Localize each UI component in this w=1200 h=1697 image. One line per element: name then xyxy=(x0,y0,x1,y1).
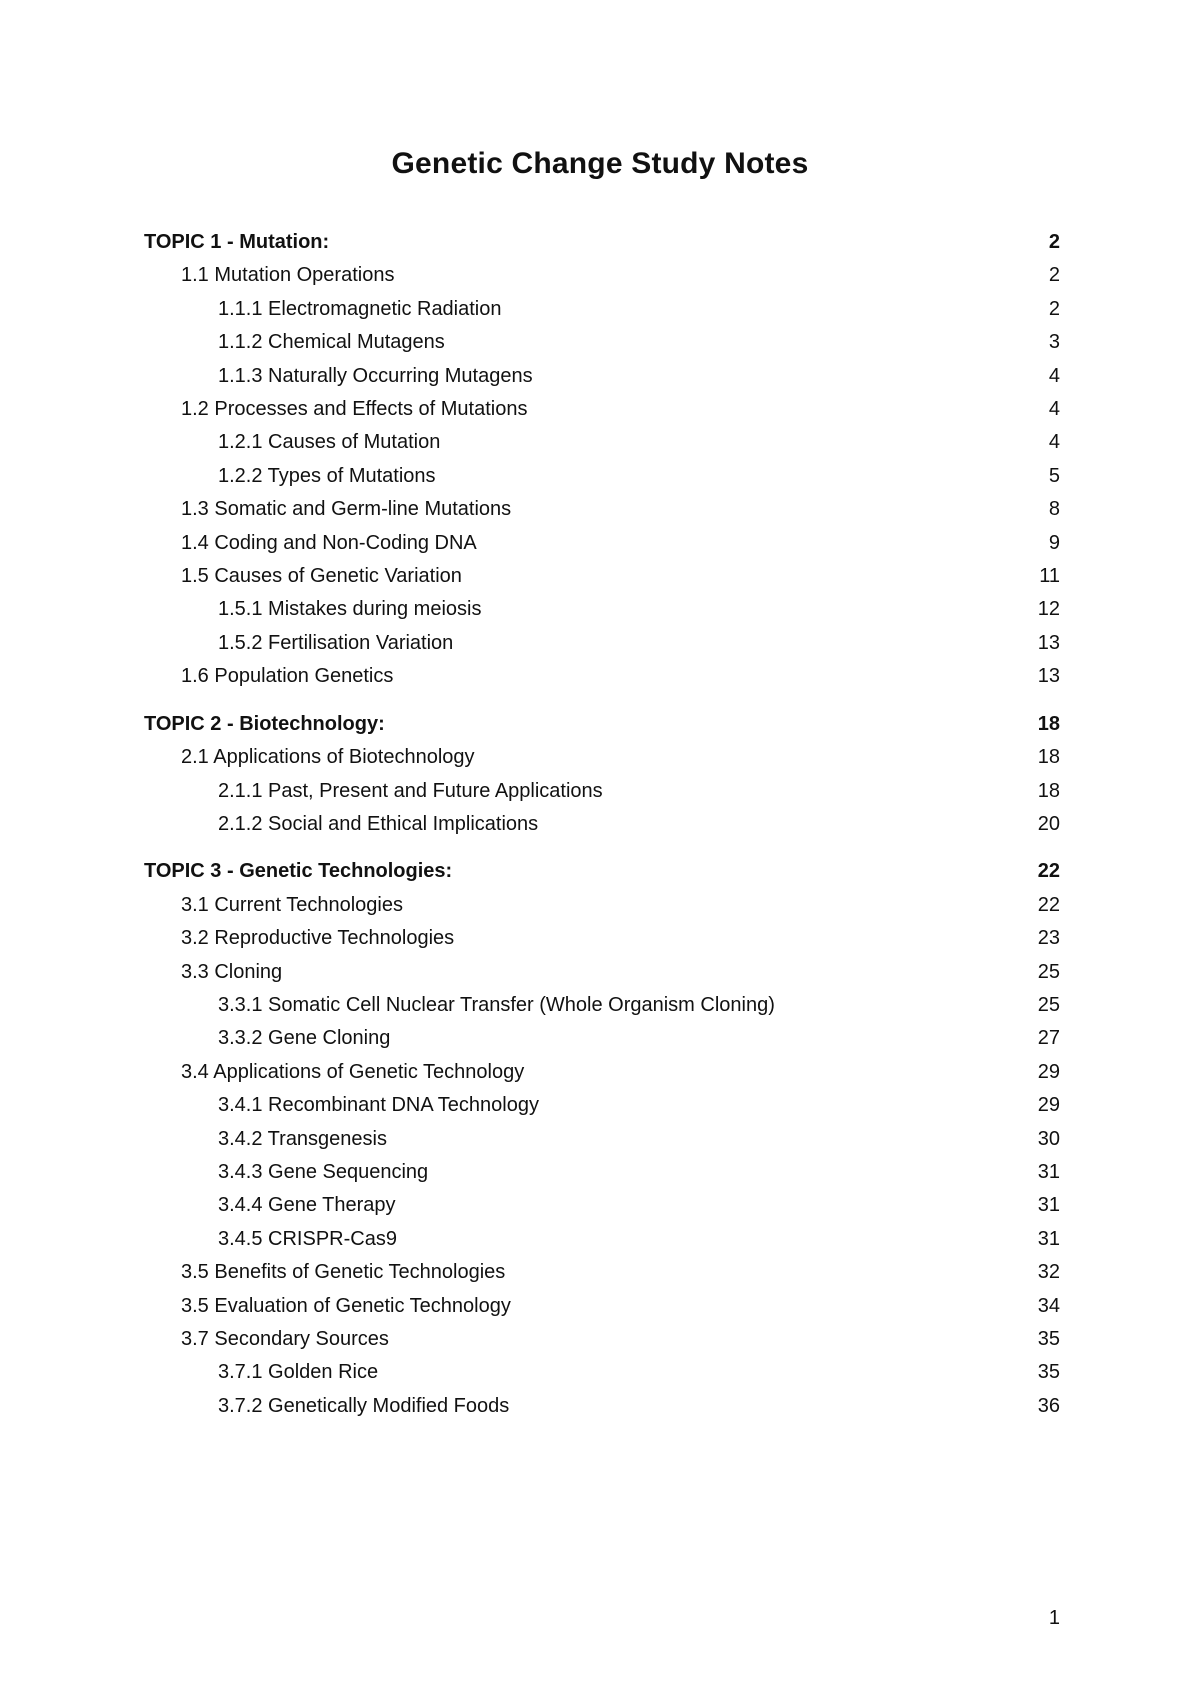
toc-entry-label: 2.1.1 Past, Present and Future Applications xyxy=(218,779,603,802)
toc-entry-label: 3.4.4 Gene Therapy xyxy=(218,1194,396,1217)
toc-section-entry[interactable] xyxy=(144,393,1060,426)
toc-entry-label: 3.2 Reproductive Technologies xyxy=(181,927,455,950)
toc-entry-page: 11 xyxy=(1039,565,1060,588)
toc-entry-page: 27 xyxy=(1037,1027,1060,1050)
toc-entry-page: 2 xyxy=(1048,264,1060,287)
toc-entry-page: 29 xyxy=(1037,1060,1060,1083)
toc-entry-page: 30 xyxy=(1037,1127,1060,1150)
toc-section-entry[interactable] xyxy=(144,493,1060,526)
toc-entry-page: 5 xyxy=(1048,464,1060,487)
toc-entry-page: 32 xyxy=(1037,1261,1060,1284)
toc-entry-label: TOPIC 2 - Biotechnology: xyxy=(144,712,385,735)
toc-entry-page: 18 xyxy=(1037,712,1060,735)
toc-entry-page: 31 xyxy=(1037,1227,1060,1250)
toc-entry-page: 23 xyxy=(1037,927,1060,950)
toc-subsection-entry[interactable] xyxy=(144,1189,1060,1222)
toc-entry-page: 20 xyxy=(1037,812,1060,835)
toc-entry-page: 13 xyxy=(1037,665,1060,688)
toc-entry-page: 31 xyxy=(1037,1160,1060,1183)
toc-entry-label: TOPIC 1 - Mutation: xyxy=(144,231,330,253)
toc-topic-heading[interactable] xyxy=(144,708,1060,741)
toc-section-entry[interactable] xyxy=(144,1056,1060,1089)
toc-section-entry[interactable] xyxy=(144,660,1060,693)
toc-entry-label: 3.7.1 Golden Rice xyxy=(218,1361,379,1384)
toc-entry-page: 9 xyxy=(1048,531,1060,554)
toc-subsection-entry[interactable] xyxy=(144,1223,1060,1256)
toc-topic-heading[interactable] xyxy=(144,855,1060,888)
toc-entry-label: 1.1.3 Naturally Occurring Mutagens xyxy=(218,364,533,387)
toc-entry-page: 4 xyxy=(1048,431,1060,454)
toc-subsection-entry[interactable] xyxy=(144,1356,1060,1389)
toc-entry-label: 3.7 Secondary Sources xyxy=(181,1328,389,1350)
toc-subsection-entry[interactable] xyxy=(144,593,1060,626)
toc-entry-label: 3.5 Evaluation of Genetic Technology xyxy=(181,1294,511,1317)
toc-entry-label: 3.4.1 Recombinant DNA Technology xyxy=(218,1094,539,1117)
toc-entry-label: 1.5 Causes of Genetic Variation xyxy=(181,565,462,588)
toc-subsection-entry[interactable] xyxy=(144,627,1060,660)
toc-entry-page: 36 xyxy=(1037,1394,1060,1417)
toc-section-entry[interactable] xyxy=(144,922,1060,955)
toc-subsection-entry[interactable] xyxy=(144,460,1060,493)
toc-entry-label: 1.2 Processes and Effects of Mutations xyxy=(181,398,528,421)
toc-entry-label: 3.3.2 Gene Cloning xyxy=(218,1027,391,1050)
toc-entry-label: 1.2.2 Types of Mutations xyxy=(218,464,436,487)
toc-entry-page: 12 xyxy=(1037,598,1060,621)
toc-subsection-entry[interactable] xyxy=(144,1156,1060,1189)
toc-subsection-entry[interactable] xyxy=(144,1022,1060,1055)
toc-entry-page: 13 xyxy=(1037,631,1060,654)
toc-entry-label: 3.7.2 Genetically Modified Foods xyxy=(218,1394,510,1417)
table-of-contents xyxy=(144,226,1060,1437)
toc-entry-label: 1.1 Mutation Operations xyxy=(181,264,395,287)
toc-entry-label: 3.3.1 Somatic Cell Nuclear Transfer (Whole Organism Cloning) xyxy=(218,993,775,1016)
toc-entry-page: 2 xyxy=(1048,231,1060,253)
toc-section-entry[interactable] xyxy=(144,956,1060,989)
document-title: Genetic Change Study Notes xyxy=(391,147,809,180)
toc-section-entry[interactable] xyxy=(144,741,1060,774)
toc-entry-label: TOPIC 3 - Genetic Technologies: xyxy=(144,860,453,883)
toc-topic-group xyxy=(144,226,1060,694)
toc-subsection-entry[interactable] xyxy=(144,775,1060,808)
toc-entry-label: 2.1.2 Social and Ethical Implications xyxy=(218,812,539,835)
toc-section-entry[interactable] xyxy=(144,1256,1060,1289)
toc-entry-label: 3.5 Benefits of Genetic Technologies xyxy=(181,1261,506,1284)
toc-entry-page: 8 xyxy=(1048,498,1060,521)
toc-subsection-entry[interactable] xyxy=(144,1123,1060,1156)
toc-entry-label: 3.3 Cloning xyxy=(181,960,283,983)
toc-entry-label: 3.4.3 Gene Sequencing xyxy=(218,1160,429,1183)
toc-section-entry[interactable] xyxy=(144,527,1060,560)
toc-entry-page: 31 xyxy=(1037,1194,1060,1217)
toc-subsection-entry[interactable] xyxy=(144,360,1060,393)
toc-entry-label: 1.1.2 Chemical Mutagens xyxy=(218,331,445,354)
toc-entry-page: 22 xyxy=(1037,860,1060,883)
toc-entry-label: 3.4 Applications of Genetic Technology xyxy=(181,1060,525,1083)
toc-entry-label: 3.4.5 CRISPR-Cas9 xyxy=(218,1227,397,1250)
toc-entry-page: 25 xyxy=(1037,993,1060,1016)
toc-subsection-entry[interactable] xyxy=(144,1390,1060,1423)
toc-topic-group xyxy=(144,855,1060,1423)
toc-subsection-entry[interactable] xyxy=(144,326,1060,359)
toc-entry-page: 18 xyxy=(1037,779,1060,802)
toc-entry-page: 35 xyxy=(1037,1361,1060,1384)
toc-section-entry[interactable] xyxy=(144,1323,1060,1356)
toc-entry-label: 1.1.1 Electromagnetic Radiation xyxy=(218,297,502,320)
toc-section-entry[interactable] xyxy=(144,560,1060,593)
toc-subsection-entry[interactable] xyxy=(144,1089,1060,1122)
toc-entry-page: 25 xyxy=(1037,960,1060,983)
toc-entry-label: 1.3 Somatic and Germ-line Mutations xyxy=(181,498,512,521)
toc-entry-label: 2.1 Applications of Biotechnology xyxy=(181,746,475,769)
toc-entry-label: 3.4.2 Transgenesis xyxy=(218,1127,387,1150)
toc-entry-label: 1.5.2 Fertilisation Variation xyxy=(218,631,454,654)
toc-entry-page: 18 xyxy=(1037,746,1060,769)
toc-entry-label: 1.5.1 Mistakes during meiosis xyxy=(218,598,482,621)
toc-entry-label: 3.1 Current Technologies xyxy=(181,893,403,916)
toc-entry-label: 1.6 Population Genetics xyxy=(181,665,394,688)
toc-entry-page: 3 xyxy=(1048,331,1060,354)
toc-topic-heading[interactable] xyxy=(144,226,1060,259)
page-number: 1 xyxy=(1048,1607,1060,1629)
toc-section-entry[interactable] xyxy=(144,1290,1060,1323)
toc-entry-page: 4 xyxy=(1048,364,1060,387)
toc-section-entry[interactable] xyxy=(144,259,1060,292)
toc-subsection-entry[interactable] xyxy=(144,989,1060,1022)
toc-subsection-entry[interactable] xyxy=(144,808,1060,841)
toc-entry-page: 29 xyxy=(1037,1094,1060,1117)
toc-subsection-entry[interactable] xyxy=(144,293,1060,326)
toc-topic-group xyxy=(144,708,1060,842)
toc-entry-page: 2 xyxy=(1048,297,1060,320)
toc-entry-label: 1.2.1 Causes of Mutation xyxy=(218,431,441,454)
toc-entry-page: 35 xyxy=(1037,1328,1060,1350)
toc-entry-page: 4 xyxy=(1048,398,1060,421)
toc-section-entry[interactable] xyxy=(144,889,1060,922)
toc-entry-page: 34 xyxy=(1037,1294,1060,1317)
toc-subsection-entry[interactable] xyxy=(144,426,1060,459)
toc-entry-page: 22 xyxy=(1037,893,1060,916)
toc-entry-label: 1.4 Coding and Non-Coding DNA xyxy=(181,531,477,554)
